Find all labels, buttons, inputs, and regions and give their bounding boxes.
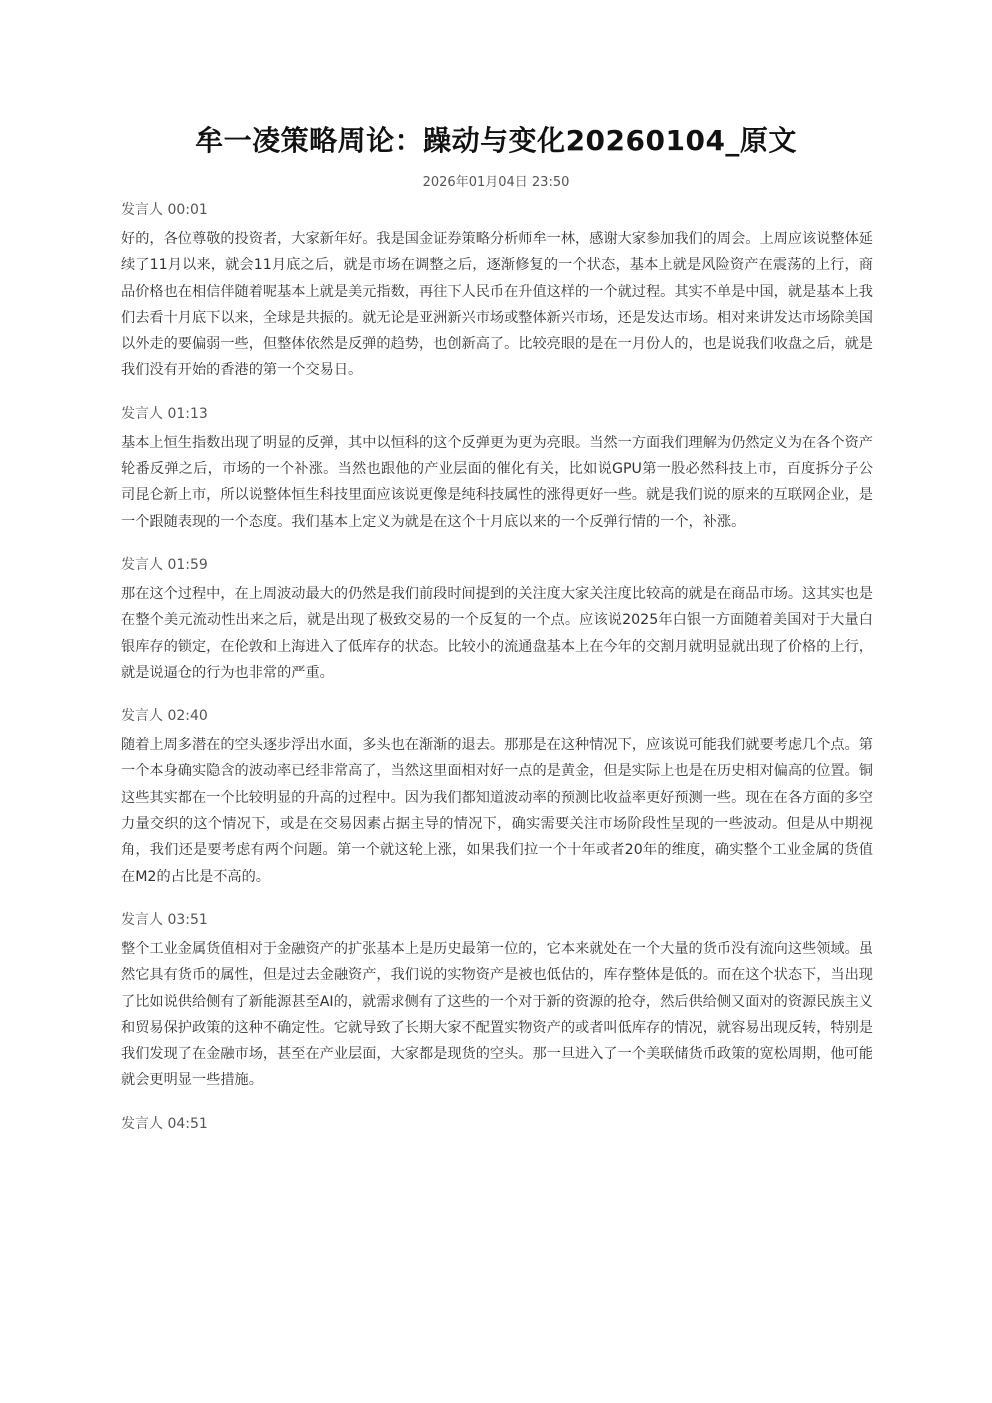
transcript-section xyxy=(121,555,873,686)
speaker-timestamp: 发言人 04:51 xyxy=(121,1115,208,1132)
transcript-section xyxy=(121,1114,873,1134)
speaker-timestamp: 发言人 02:40 xyxy=(121,708,208,725)
transcript-paragraph: 那在这个过程中，在上周波动最大的仍然是我们前段时间提到的关注度大家关注度比较高的就是在商品市场。这其实也是在整个美元流动性出来之后，就是出现了极致交易的一个反复的一个点。应该说2025年白银一方面随着美国对于大量白银库存的锁定，在伦敦和上海进入了低库存的状态。比较小的流通盘基本上在今年的交割月就明显就出现了价格的上行，就是说逼仓的行为也非常的严重。 xyxy=(121,585,873,681)
speaker-timestamp: 发言人 01:59 xyxy=(121,556,208,573)
document-date: 2026年01月04日 23:50 xyxy=(422,175,570,190)
speaker-timestamp: 发言人 01:13 xyxy=(121,405,208,422)
transcript-section xyxy=(121,404,873,535)
document-title: 牟一凌策略周论：躁动与变化20260104_原文 xyxy=(195,124,797,157)
speaker-timestamp: 发言人 00:01 xyxy=(121,202,208,218)
transcript-section xyxy=(121,706,873,890)
transcript-paragraph: 基本上恒生指数出现了明显的反弹，其中以恒科的这个反弹更为更为亮眼。当然一方面我们理解为仍然定义为在各个资产轮番反弹之后，市场的一个补涨。当然也跟他的产业层面的催化有关，比如说GPU第一股必然科技上市，百度拆分子公司昆仑新上市，所以说整体恒生科技里面应该说更像是纯科技属性的涨得更好一些。就是我们说的原来的互联网企业，是一个跟随表现的一个态度。我们基本上定义为就是在这个十月底以来的一个反弹行情的一个，补涨。 xyxy=(121,434,873,530)
transcript-paragraph: 整个工业金属货值相对于金融资产的扩张基本上是历史最第一位的，它本来就处在一个大量的货币没有流向这些领域。虽然它具有货币的属性，但是过去金融资产，我们说的实物资产是被也低估的，库存整体是低的。而在这个状态下，当出现了比如说供给侧有了新能源甚至AI的，就需求侧有了这些的一个对于新的资源的抢夺，然后供给侧又面对的资源民族主义和贸易保护政策的这种不确定性。它就导致了长期大家不配置实物资产的或者叫低库存的情况，就容易出现反转，特别是我们发现了在金融市场，甚至在产业层面，大家都是现货的空头。那一旦进入了一个美联储货币政策的宽松周期，他可能就会更明显一些措施。 xyxy=(121,940,873,1089)
transcript-paragraph: 好的，各位尊敬的投资者，大家新年好。我是国金证券策略分析师牟一林，感谢大家参加我们的周会。上周应该说整体延续了11月以来，就会11月底之后，就是市场在调整之后，逐渐修复的一个状态，基本上就是风险资产在震荡的上行，商品价格也在相信伴随着呢基本上就是美元指数，再往下人民币在升值这样的一个就过程。其实不单是中国，就是基本上我们去看十月底下以来，全球是共振的。就无论是亚洲新兴市场或整体新兴市场，还是发达市场。相对来讲发达市场除美国以外走的要偏弱一些，但整体依然是反弹的趋势，也创新高了。比较亮眼的是在一月份人的，也是说我们收盘之后，就是我们没有开始的香港的第一个交易日。 xyxy=(121,231,873,379)
transcript-body xyxy=(121,200,873,1154)
transcript-paragraph: 随着上周多潜在的空头逐步浮出水面，多头也在渐渐的退去。那那是在这种情况下，应该说可能我们就要考虑几个点。第一个本身确实隐含的波动率已经非常高了，当然这里面相对好一点的是黄金，但是实际上也是在历史相对偏高的位置。铜这些其实都在一个比较明显的升高的过程中。因为我们都知道波动率的预测比收益率更好预测一些。现在在各方面的多空力量交织的这个情况下，或是在交易因素占据主导的情况下，确实需要关注市场阶段性呈现的一些波动。但是从中期视角，我们还是要考虑有两个问题。第一个就这轮上涨，如果我们拉一个十年或者20年的维度，确实整个工业金属的货值在M2的占比是不高的。 xyxy=(121,737,873,885)
speaker-timestamp: 发言人 03:51 xyxy=(121,911,208,928)
transcript-section xyxy=(121,910,873,1094)
transcript-section xyxy=(121,200,873,384)
